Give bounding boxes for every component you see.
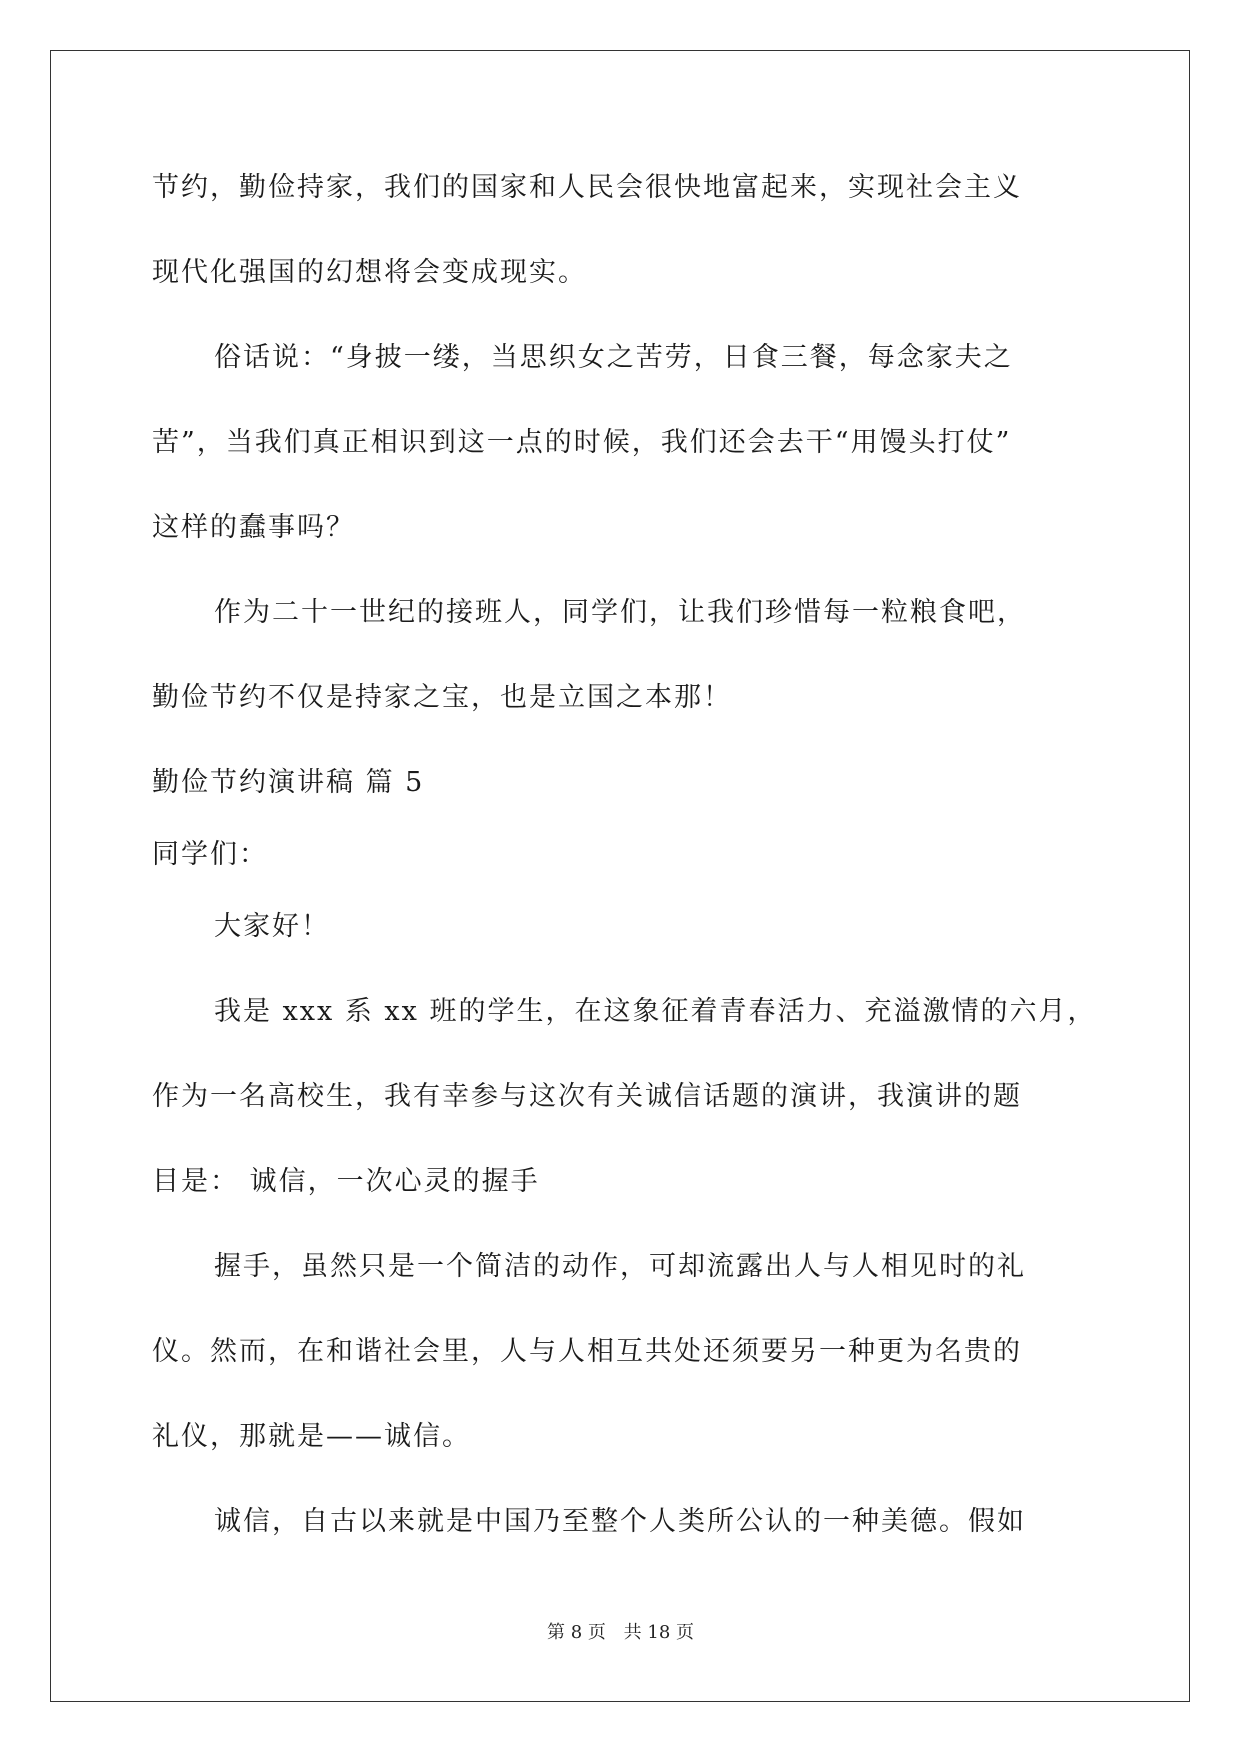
section-heading: 勤俭节约演讲稿 篇 5 — [152, 767, 425, 798]
text-line: 作为一名高校生，我有幸参与这次有关诚信话题的演讲，我演讲的题 — [152, 1081, 1022, 1112]
greeting: 大家好！ — [214, 911, 330, 942]
text-line: 我是 xxx 系 xx 班的学生，在这象征着青春活力、充溢激情的六月， — [214, 996, 1097, 1027]
text-line: 勤俭节约不仅是持家之宝，也是立国之本那！ — [152, 682, 732, 713]
text-line: 苦”，当我们真正相识到这一点的时候，我们还会去干“用馒头打仗” — [152, 427, 1012, 458]
text-line: 俗话说：“身披一缕，当思织女之苦劳，日食三餐，每念家夫之 — [214, 342, 1013, 373]
text-line: 这样的蠢事吗？ — [152, 512, 355, 543]
page-number: 第 8 页 — [547, 1622, 606, 1643]
document-body — [152, 160, 1097, 1579]
text-line: 握手，虽然只是一个简洁的动作，可却流露出人与人相见时的礼 — [214, 1251, 1026, 1282]
text-line: 节约，勤俭持家，我们的国家和人民会很快地富起来，实现社会主义 — [152, 172, 1022, 203]
text-line: 仪。然而，在和谐社会里，人与人相互共处还须要另一种更为名贵的 — [152, 1336, 1022, 1367]
text-line: 诚信，自古以来就是中国乃至整个人类所公认的一种美德。假如 — [214, 1506, 1026, 1537]
page-total: 共 18 页 — [623, 1622, 694, 1643]
page-footer — [0, 1618, 1241, 1644]
text-line: 目是： 诚信，一次心灵的握手 — [152, 1166, 540, 1197]
text-line: 礼仪，那就是——诚信。 — [152, 1421, 471, 1452]
text-line: 作为二十一世纪的接班人，同学们，让我们珍惜每一粒粮食吧， — [214, 597, 1026, 628]
salutation: 同学们： — [152, 839, 268, 870]
text-line: 现代化强国的幻想将会变成现实。 — [152, 257, 587, 288]
